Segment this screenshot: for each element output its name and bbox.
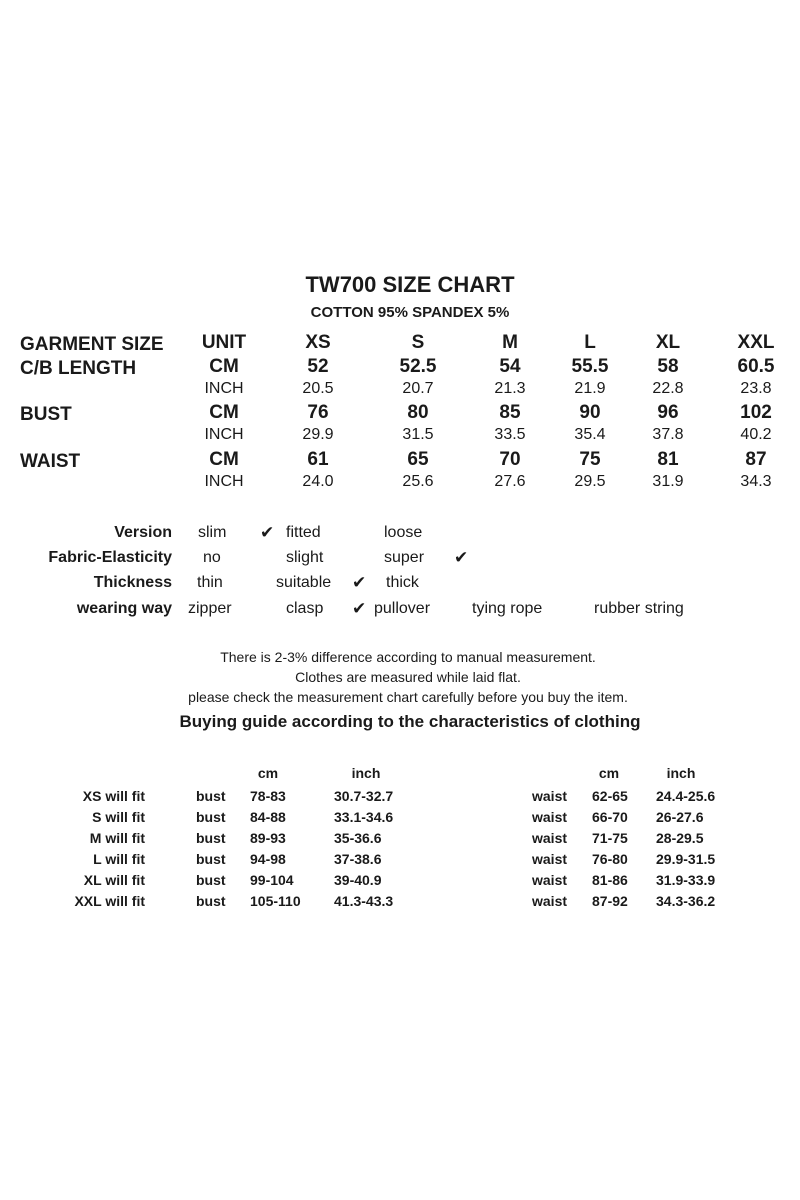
guide-bust-label: bust [196, 788, 226, 804]
attr-label-wearing-way: wearing way [76, 600, 172, 617]
cell-c-b-length-inch: 23.8 [740, 380, 772, 397]
check-icon: ✔ [260, 523, 275, 542]
guide-waist-inch: 31.9-33.9 [656, 872, 716, 888]
cell-c-b-length-cm: 54 [499, 356, 521, 377]
guide-fit-label: XL will fit [83, 872, 145, 888]
guide-waist-inch: 34.3-36.2 [656, 893, 716, 909]
guide-bust-cm: 89-93 [250, 830, 286, 846]
guide-bust-cm: 94-98 [250, 851, 286, 867]
cell-waist-inch: 27.6 [494, 473, 526, 490]
cell-c-b-length-inch: 21.3 [494, 380, 526, 397]
cell-bust-cm: 80 [407, 402, 429, 423]
guide-bust-label: bust [196, 872, 226, 888]
attr-option-suitable: suitable [276, 574, 332, 591]
note-line: please check the measurement chart carefully before you buy the item. [188, 689, 628, 705]
cell-c-b-length-inch: 20.7 [402, 380, 434, 397]
cell-waist-cm: 75 [579, 449, 601, 470]
cell-bust-inch: 29.9 [302, 426, 334, 443]
guide-waist-cm: 62-65 [592, 788, 628, 804]
check-icon: ✔ [454, 548, 469, 567]
guide-waist-inch: 26-27.6 [656, 809, 704, 825]
guide-waist-cm-header: cm [598, 765, 620, 781]
guide-bust-inch: 41.3-43.3 [334, 893, 394, 909]
size-header-s: S [411, 332, 425, 353]
cell-bust-cm: 85 [499, 402, 521, 423]
cell-waist-inch: 34.3 [740, 473, 772, 490]
size-header-m: M [502, 332, 518, 353]
cell-waist-inch: 31.9 [652, 473, 684, 490]
row-label-c-b-length: C/B LENGTH [20, 358, 137, 379]
guide-bust-inch: 33.1-34.6 [334, 809, 394, 825]
guide-bust-cm: 99-104 [250, 872, 294, 888]
guide-waist-inch: 29.9-31.5 [656, 851, 716, 867]
note-line: There is 2-3% difference according to manual measurement. [220, 649, 596, 665]
guide-waist-label: waist [532, 809, 568, 825]
guide-fit-label: XXL will fit [74, 893, 145, 909]
guide-bust-inch-header: inch [351, 765, 381, 781]
cell-bust-inch: 33.5 [494, 426, 526, 443]
unit-cm: CM [209, 402, 239, 423]
size-header-l: L [584, 332, 596, 353]
cell-c-b-length-cm: 60.5 [737, 356, 775, 377]
unit-inch: INCH [204, 473, 244, 490]
guide-waist-cm: 76-80 [592, 851, 628, 867]
guide-bust-inch: 35-36.6 [334, 830, 382, 846]
size-header-xs: XS [305, 332, 331, 353]
cell-bust-inch: 31.5 [402, 426, 434, 443]
cell-c-b-length-inch: 21.9 [574, 380, 606, 397]
attr-option-slim: slim [198, 524, 227, 541]
guide-fit-label: XS will fit [82, 788, 145, 804]
guide-fit-label: L will fit [93, 851, 145, 867]
attr-option-loose: loose [384, 524, 423, 541]
cell-waist-inch: 24.0 [302, 473, 334, 490]
cell-bust-inch: 40.2 [740, 426, 772, 443]
cell-waist-cm: 70 [499, 449, 521, 470]
check-icon: ✔ [352, 599, 367, 618]
cell-waist-cm: 81 [657, 449, 679, 470]
guide-waist-inch: 28-29.5 [656, 830, 704, 846]
guide-waist-label: waist [532, 893, 568, 909]
guide-bust-cm-header: cm [257, 765, 279, 781]
guide-waist-label: waist [532, 851, 568, 867]
cell-waist-cm: 61 [307, 449, 329, 470]
attr-label-version: Version [114, 524, 172, 541]
guide-bust-label: bust [196, 851, 226, 867]
unit-inch: INCH [204, 426, 244, 443]
attr-option-zipper: zipper [188, 600, 232, 617]
attr-option-fitted: fitted [286, 524, 321, 541]
guide-bust-inch: 30.7-32.7 [334, 788, 394, 804]
guide-bust-cm: 84-88 [250, 809, 286, 825]
attr-label-thickness: Thickness [93, 574, 172, 591]
guide-waist-inch: 24.4-25.6 [656, 788, 716, 804]
cell-waist-inch: 29.5 [574, 473, 606, 490]
size-header-xl: XL [655, 332, 681, 353]
cell-c-b-length-cm: 52 [307, 356, 329, 377]
check-icon: ✔ [352, 573, 367, 592]
garment-size-header: GARMENT SIZE [20, 334, 164, 355]
guide-waist-label: waist [532, 830, 568, 846]
cell-waist-cm: 87 [745, 449, 767, 470]
page-title: TW700 SIZE CHART [305, 272, 515, 297]
cell-c-b-length-inch: 20.5 [302, 380, 334, 397]
attr-option-thin: thin [197, 574, 223, 591]
cell-c-b-length-cm: 55.5 [571, 356, 609, 377]
material-subtitle: COTTON 95% SPANDEX 5% [310, 304, 510, 321]
guide-waist-cm: 71-75 [592, 830, 628, 846]
cell-bust-cm: 102 [740, 402, 772, 423]
guide-waist-cm: 81-86 [592, 872, 628, 888]
attr-option-pullover: pullover [374, 600, 431, 617]
buying-guide-title: Buying guide according to the characteristics of clothing [179, 712, 641, 731]
guide-waist-inch-header: inch [666, 765, 696, 781]
cell-bust-cm: 90 [579, 402, 601, 423]
guide-fit-label: S will fit [92, 809, 145, 825]
cell-c-b-length-inch: 22.8 [652, 380, 684, 397]
attr-option-super: super [384, 549, 425, 566]
cell-bust-cm: 96 [657, 402, 679, 423]
cell-c-b-length-cm: 52.5 [399, 356, 437, 377]
attr-label-fabric-elasticity: Fabric-Elasticity [48, 549, 172, 566]
guide-bust-inch: 39-40.9 [334, 872, 382, 888]
attr-option-rubber-string: rubber string [594, 600, 684, 617]
attr-option-slight: slight [286, 549, 324, 566]
guide-bust-cm: 78-83 [250, 788, 286, 804]
note-line: Clothes are measured while laid flat. [295, 669, 521, 685]
size-header-xxl: XXL [737, 332, 775, 353]
unit-header: UNIT [201, 332, 247, 353]
guide-bust-cm: 105-110 [250, 893, 301, 909]
cell-bust-inch: 35.4 [574, 426, 606, 443]
row-label-waist: WAIST [20, 451, 81, 472]
guide-bust-inch: 37-38.6 [334, 851, 382, 867]
cell-bust-cm: 76 [307, 402, 329, 423]
unit-inch: INCH [204, 380, 244, 397]
cell-c-b-length-cm: 58 [657, 356, 679, 377]
attr-option-tying-rope: tying rope [472, 600, 543, 617]
guide-bust-label: bust [196, 893, 226, 909]
cell-waist-inch: 25.6 [402, 473, 434, 490]
guide-waist-cm: 87-92 [592, 893, 628, 909]
unit-cm: CM [209, 449, 239, 470]
guide-waist-label: waist [532, 872, 568, 888]
attr-option-clasp: clasp [286, 600, 324, 617]
attr-option-no: no [203, 549, 221, 566]
attr-option-thick: thick [386, 574, 419, 591]
guide-waist-cm: 66-70 [592, 809, 628, 825]
guide-bust-label: bust [196, 830, 226, 846]
cell-waist-cm: 65 [407, 449, 429, 470]
guide-waist-label: waist [532, 788, 568, 804]
cell-bust-inch: 37.8 [652, 426, 684, 443]
row-label-bust: BUST [20, 404, 72, 425]
guide-fit-label: M will fit [89, 830, 145, 846]
guide-bust-label: bust [196, 809, 226, 825]
unit-cm: CM [209, 356, 239, 377]
